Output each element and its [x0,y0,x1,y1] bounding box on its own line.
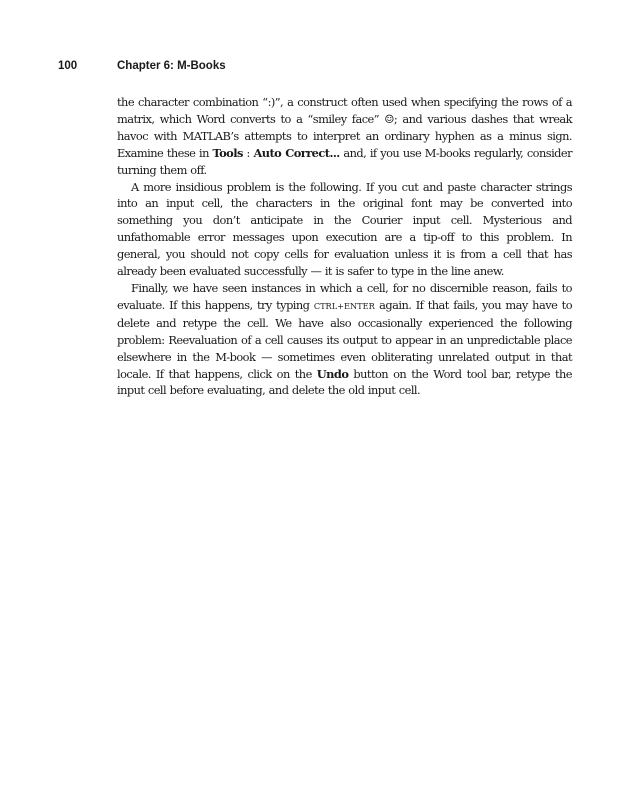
menu-separator: : [242,145,254,160]
paragraph-text: the character combination “:)”, a construct often used when specifying the rows of a matrix, which Word converts to a “smiley face” ☺; and various dashes that wreak havoc with MATLAB’s attempts to interpret an ordinary hyphen as a minus sign. Examine these in [117,95,572,160]
paragraph-3 [117,280,572,399]
menu-item-auto-correct: Auto Correct... [253,145,340,160]
paragraph-text: Finally, we have seen instances in which a cell, for no discernible reason, fails to evaluate. If this happens, try typing [117,280,572,312]
key-combination: CTRL+ENTER [313,300,375,311]
chapter-title: Chapter 6: M-Books [117,60,226,72]
menu-name-tools: Tools [212,145,243,160]
paragraph-text: A more insidious problem is the following. If you cut and paste character strings into an input cell, the characters in the original font may be converted into something you don’t anticipate in the Courier input cell. Mysterious and unfathomable error messages upon execution are a tip-off to this problem. In general, you should not copy cells for evaluation unless it is from a cell that has already been evaluated successfully — it is safer to type in the line anew. [117,179,572,279]
undo-button-name: Undo [316,366,349,381]
paragraph-text: and, if you use M-books regularly, consider turning them off. [117,145,572,177]
page-number: 100 [58,60,78,72]
paragraph-1 [117,94,572,179]
paragraph-2 [117,179,572,280]
body-text [117,94,572,399]
running-header [58,58,578,74]
paragraph-text: button on the Word tool bar, retype the input cell before evaluating, and delete the old input cell. [117,366,572,398]
paragraph-text: again. If that fails, you may have to delete and retype the cell. We have also occasionally experienced the following problem: Reevaluation of a cell causes its output to appear in an unpredictable place elsewhere in the M-book — sometimes even obliterating unrelated output in that locale. If that happens, click on the [117,297,573,381]
